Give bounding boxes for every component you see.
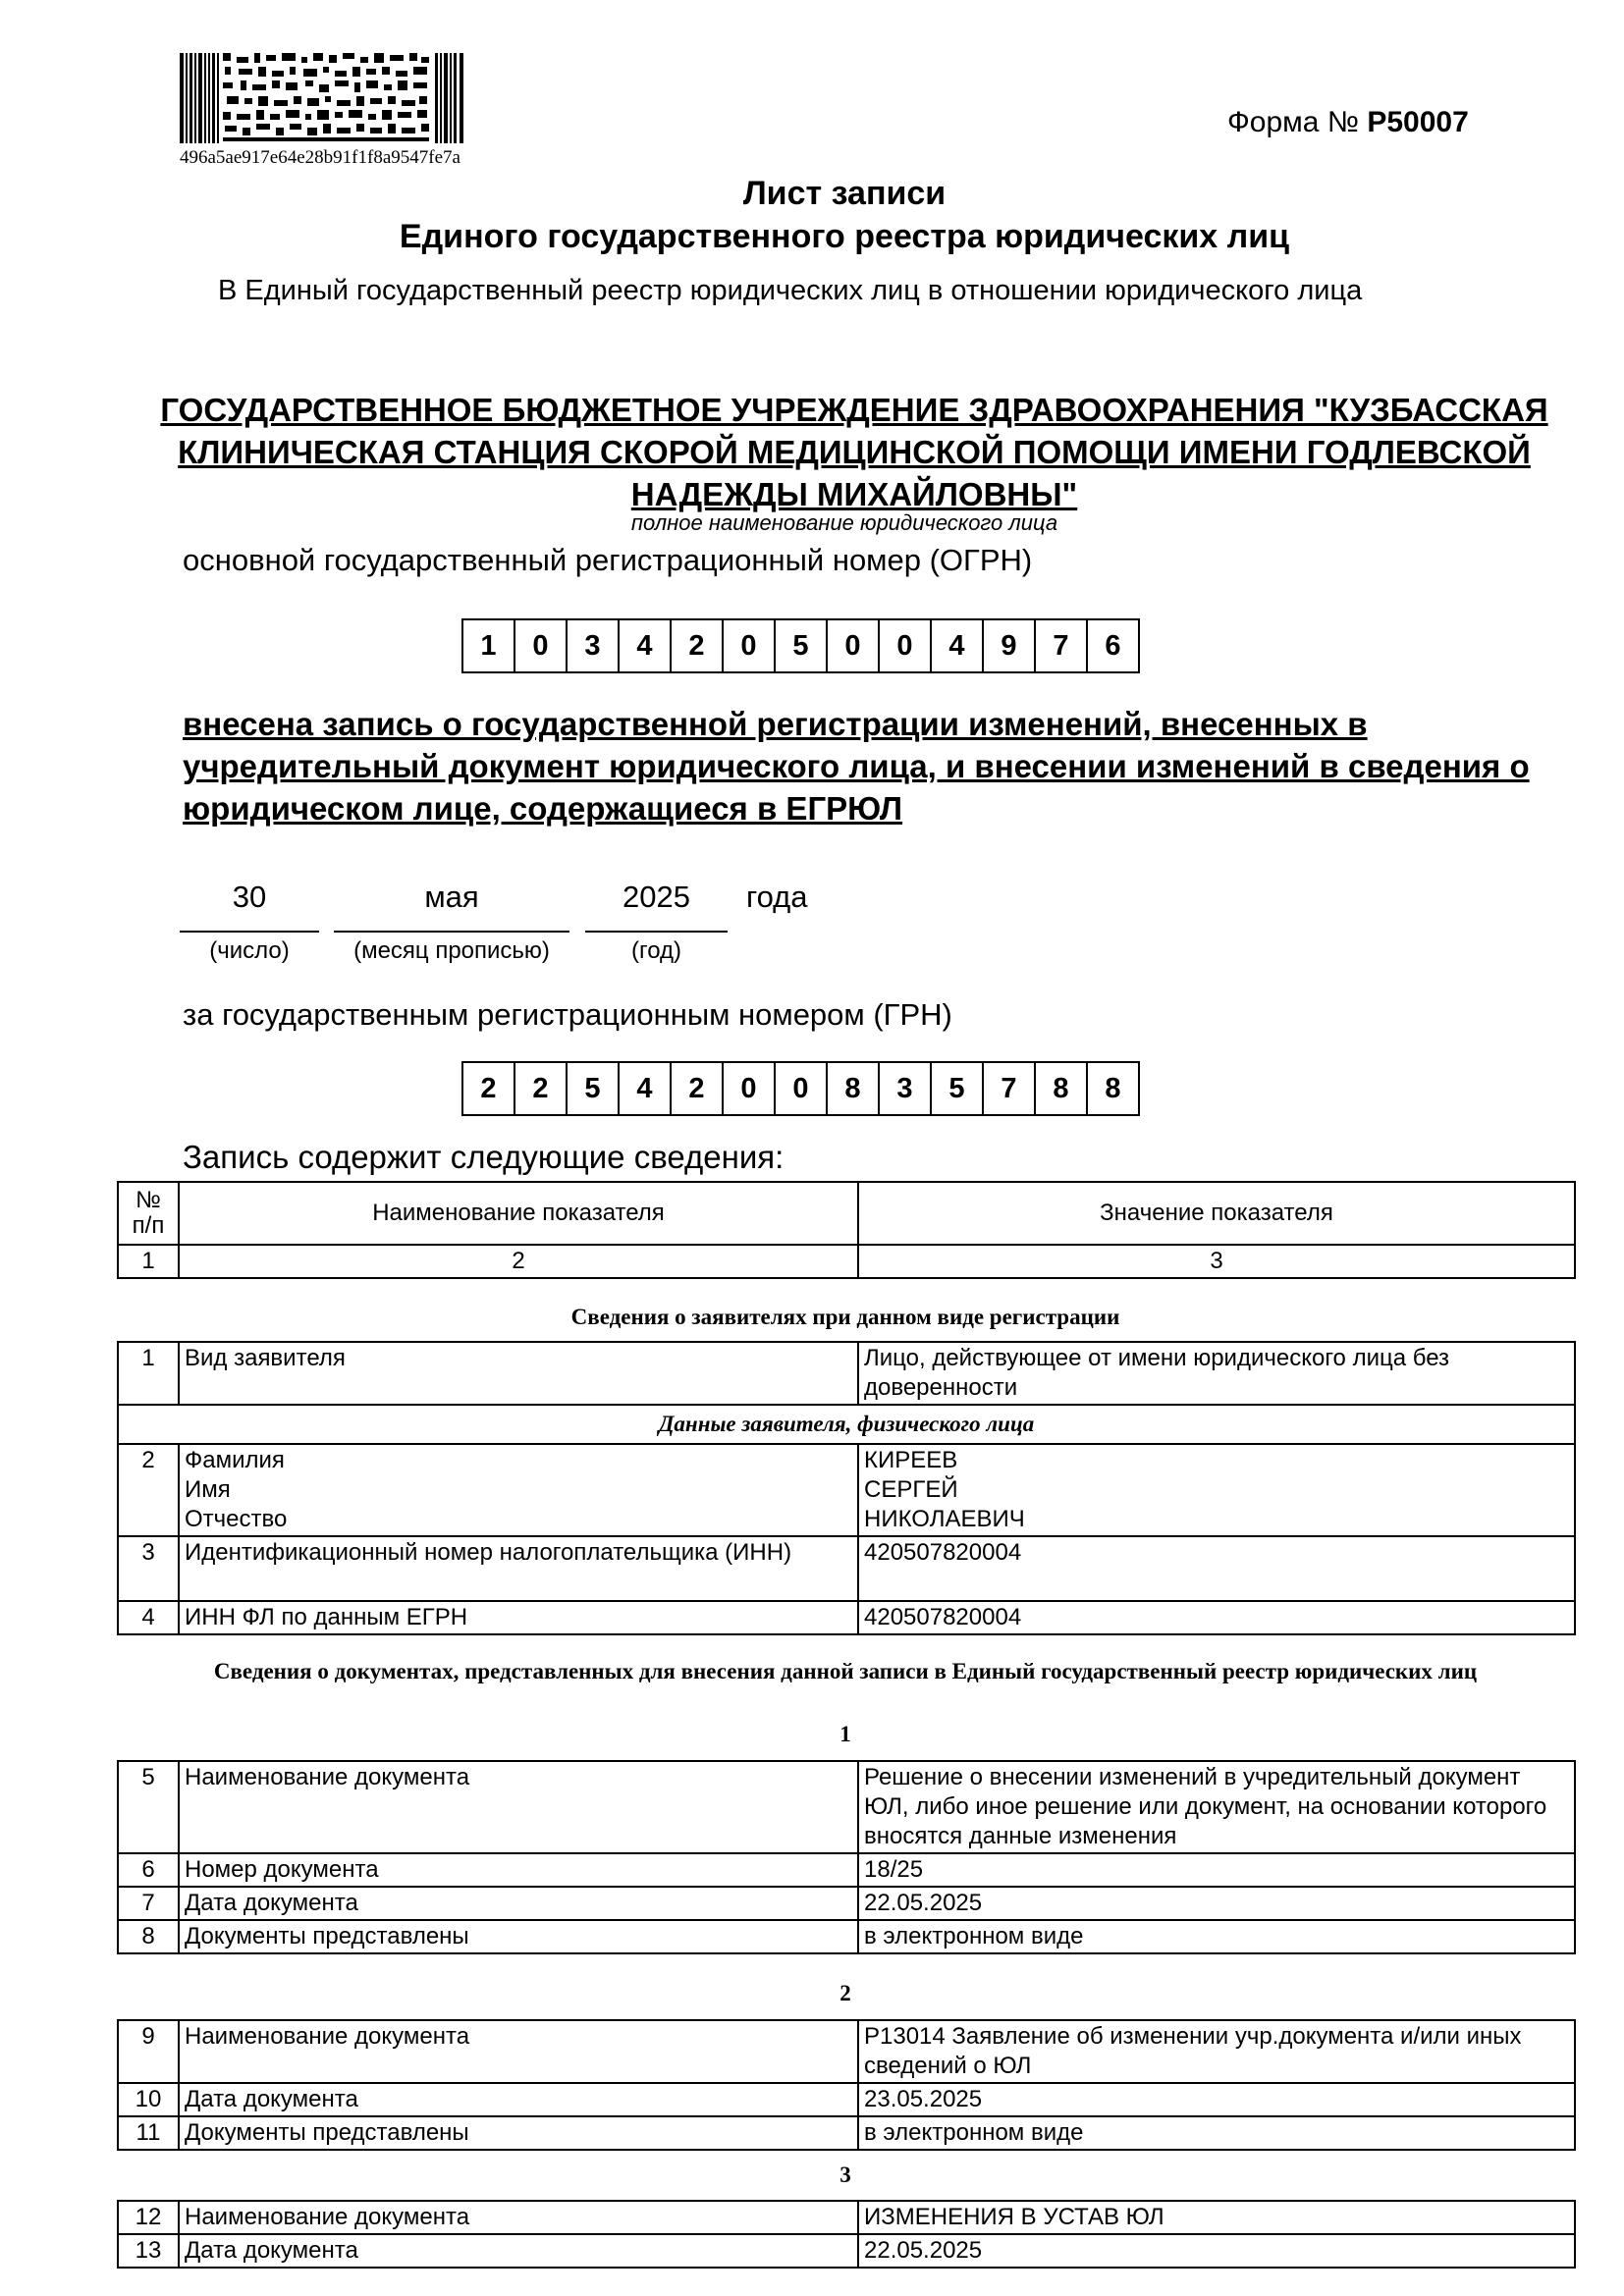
subsection-title-applicant-person: Данные заявителя, физического лица	[118, 1405, 1575, 1444]
column-index: 3	[858, 1245, 1575, 1278]
ogrn-digit: 9	[984, 620, 1036, 671]
date-suffix: года	[746, 880, 808, 914]
info-table-header	[117, 1181, 1576, 1279]
row-value: КИРЕЕВ СЕРГЕЙ НИКОЛАЕВИЧ	[858, 1444, 1575, 1536]
date-month: мая	[424, 880, 479, 914]
grn-digit: 7	[984, 1063, 1036, 1114]
column-header-value: Значение показателя	[858, 1182, 1575, 1245]
ogrn-digit: 3	[568, 620, 620, 671]
ogrn-digit: 1	[463, 620, 515, 671]
table-index-row	[118, 1245, 1575, 1278]
column-index: 1	[118, 1245, 179, 1278]
grn-digits	[461, 1061, 1140, 1116]
row-number: 1	[118, 1342, 179, 1405]
organization-name-hint: полное наименование юридического лица	[630, 510, 1058, 535]
form-number-value: Р50007	[1367, 106, 1469, 138]
row-number: 10	[118, 2083, 179, 2116]
ogrn-digit: 6	[1088, 620, 1140, 671]
row-name: Наименование документа	[179, 2020, 858, 2083]
table-row	[118, 1536, 1575, 1601]
row-number: 8	[118, 1920, 179, 1953]
table-row	[118, 1342, 1575, 1405]
documents-table-1	[117, 1760, 1576, 1954]
document-id: 496a5ae917e64e28b91f1f8a9547fe7a	[180, 147, 460, 168]
grn-digit: 0	[724, 1063, 776, 1114]
documents-table-2	[117, 2019, 1576, 2151]
row-value: 18/25	[858, 1853, 1575, 1887]
date-month-underline	[334, 931, 569, 933]
row-name: Дата документа	[179, 1887, 858, 1920]
grn-digit: 8	[1036, 1063, 1088, 1114]
row-value: 420507820004	[858, 1536, 1575, 1601]
row-value: 22.05.2025	[858, 1887, 1575, 1920]
table-header-row	[118, 1182, 1575, 1245]
table-row	[118, 2020, 1575, 2083]
grn-digit: 5	[932, 1063, 984, 1114]
row-number: 5	[118, 1761, 179, 1853]
datamatrix-barcode-icon	[180, 53, 464, 143]
column-index: 2	[179, 1245, 858, 1278]
row-name: Дата документа	[179, 2083, 858, 2116]
row-value: 420507820004	[858, 1601, 1575, 1634]
column-header-name: Наименование показателя	[179, 1182, 858, 1245]
ogrn-digit: 0	[880, 620, 932, 671]
form-number	[1227, 106, 1469, 139]
table-row	[118, 1761, 1575, 1853]
row-number: 7	[118, 1887, 179, 1920]
document-group-number: 3	[839, 2163, 851, 2187]
grn-digit: 8	[1088, 1063, 1140, 1114]
grn-digit: 8	[828, 1063, 880, 1114]
date-day-underline	[180, 931, 319, 933]
ogrn-digit: 0	[828, 620, 880, 671]
date-day-hint: (число)	[209, 937, 290, 964]
row-number: 9	[118, 2020, 179, 2083]
page-subtitle: Единого государственного реестра юридических лиц	[399, 218, 1290, 255]
table-row	[118, 1444, 1575, 1536]
document-group-number: 2	[839, 1981, 851, 2005]
grn-digit: 4	[620, 1063, 672, 1114]
grn-digit: 0	[776, 1063, 828, 1114]
row-number: 3	[118, 1536, 179, 1601]
documents-table-3	[117, 2200, 1576, 2269]
subsection-row	[118, 1405, 1575, 1444]
grn-digit: 2	[463, 1063, 515, 1114]
table-row	[118, 2116, 1575, 2150]
row-name: Документы представлены	[179, 1920, 858, 1953]
date-year: 2025	[623, 880, 690, 914]
row-name: Наименование документа	[179, 2201, 858, 2234]
row-number: 13	[118, 2234, 179, 2268]
row-name: ИНН ФЛ по данным ЕГРН	[179, 1601, 858, 1634]
info-intro: Запись содержит следующие сведения:	[183, 1139, 785, 1175]
ogrn-digit: 7	[1036, 620, 1088, 671]
ogrn-digit: 5	[776, 620, 828, 671]
ogrn-digit: 2	[672, 620, 724, 671]
row-value: в электронном виде	[858, 1920, 1575, 1953]
row-number: 2	[118, 1444, 179, 1536]
organization-name: ГОСУДАРСТВЕННОЕ БЮДЖЕТНОЕ УЧРЕЖДЕНИЕ ЗДРАВООХРАНЕНИЯ "КУЗБАССКАЯ КЛИНИЧЕСКАЯ СТАНЦИЯ СКОРОЙ МЕДИЦИНСКОЙ ПОМОЩИ ИМЕНИ ГОДЛЕВСКОЙ НАДЕЖДЫ МИХАЙЛОВНЫ"	[160, 392, 1548, 512]
column-header-number: № п/п	[118, 1182, 179, 1245]
row-value: Решение о внесении изменений в учредительный документ ЮЛ, либо иное решение или документ, на основании которого вносятся данные изменения	[858, 1761, 1575, 1853]
row-name: Дата документа	[179, 2234, 858, 2268]
record-type-statement: внесена запись о государственной регистрации изменений, внесенных в учредительный документ юридического лица, и внесении изменений в сведения о юридическом лице, содержащиеся в ЕГРЮЛ	[183, 706, 1530, 827]
row-number: 11	[118, 2116, 179, 2150]
grn-digit: 2	[672, 1063, 724, 1114]
row-value: 23.05.2025	[858, 2083, 1575, 2116]
ogrn-digit: 0	[515, 620, 568, 671]
row-value: ИЗМЕНЕНИЯ В УСТАВ ЮЛ	[858, 2201, 1575, 2234]
date-day: 30	[232, 880, 267, 914]
table-row	[118, 1887, 1575, 1920]
row-name: Идентификационный номер налогоплательщика (ИНН)	[179, 1536, 858, 1601]
row-name: Вид заявителя	[179, 1342, 858, 1405]
row-number: 6	[118, 1853, 179, 1887]
table-row	[118, 1853, 1575, 1887]
row-value: Р13014 Заявление об изменении учр.документа и/или иных сведений о ЮЛ	[858, 2020, 1575, 2083]
table-row	[118, 1601, 1575, 1634]
page-title: Лист записи	[742, 175, 947, 212]
grn-digit: 5	[568, 1063, 620, 1114]
ogrn-label: основной государственный регистрационный номер (ОГРН)	[183, 543, 1033, 577]
row-number: 4	[118, 1601, 179, 1634]
ogrn-digit: 4	[932, 620, 984, 671]
row-number: 12	[118, 2201, 179, 2234]
grn-label: за государственным регистрационным номером (ГРН)	[183, 997, 952, 1032]
ogrn-digit: 0	[724, 620, 776, 671]
section-title-applicants: Сведения о заявителях при данном виде регистрации	[570, 1305, 1120, 1329]
form-number-label: Форма №	[1227, 106, 1360, 138]
table-row	[118, 2201, 1575, 2234]
applicants-table	[117, 1341, 1576, 1635]
date-year-underline	[585, 931, 728, 933]
row-name: Документы представлены	[179, 2116, 858, 2150]
row-name: Фамилия Имя Отчество	[179, 1444, 858, 1536]
document-group-number: 1	[839, 1722, 851, 1746]
grn-digit: 3	[880, 1063, 932, 1114]
row-name: Наименование документа	[179, 1761, 858, 1853]
table-row	[118, 2083, 1575, 2116]
section-title-documents: Сведения о документах, представленных для внесения данной записи в Единый государственный реестр юридических лиц	[213, 1659, 1478, 1683]
row-value: 22.05.2025	[858, 2234, 1575, 2268]
ogrn-digit: 4	[620, 620, 672, 671]
table-row	[118, 1920, 1575, 1953]
row-value: Лицо, действующее от имени юридического лица без доверенности	[858, 1342, 1575, 1405]
date-month-hint: (месяц прописью)	[353, 937, 550, 964]
intro-text: В Единый государственный реестр юридических лиц в отношении юридического лица	[218, 275, 1363, 306]
table-row	[118, 2234, 1575, 2268]
date-year-hint: (год)	[630, 937, 682, 964]
grn-digit: 2	[515, 1063, 568, 1114]
row-value: в электронном виде	[858, 2116, 1575, 2150]
row-name: Номер документа	[179, 1853, 858, 1887]
ogrn-digits	[461, 618, 1140, 673]
